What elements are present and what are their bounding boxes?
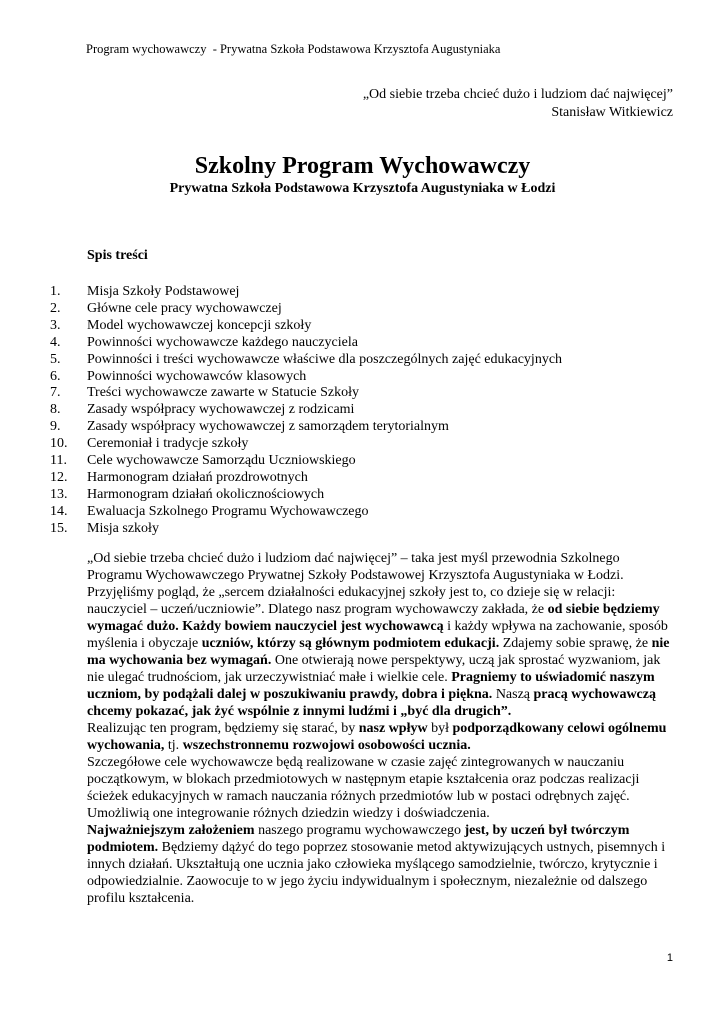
text-run: i każdy wpływa na zachowanie, sposób myślenia i obyczaje (87, 619, 668, 651)
text-run-bold: Najważniejszym założeniem (87, 823, 255, 838)
toc-item-label: Powinności i treści wychowawcze właściwe dla poszczególnych zajęć edukacyjnych (87, 351, 563, 367)
text-run-bold: od siebie będziemy wymagać dużo. Każdy bowiem nauczyciel jest wychowawcą (87, 602, 660, 634)
paragraph-realization (87, 720, 677, 754)
toc-item (50, 301, 562, 318)
toc-item-number: 3. (50, 317, 61, 333)
text-run-bold: nasz wpływ (358, 721, 428, 736)
toc-item-number: 2. (50, 300, 61, 316)
toc-item (50, 369, 562, 386)
document-subtitle: Prywatna Szkoła Podstawowa Krzysztofa Augustyniaka w Łodzi (169, 181, 556, 196)
toc-item (50, 436, 562, 453)
toc-item-label: Model wychowawczej koncepcji szkoły (87, 317, 312, 333)
toc-item-number: 1. (50, 284, 61, 299)
paragraph-intro (87, 550, 677, 720)
toc-item-number: 6. (50, 368, 61, 384)
paragraph-detailed-goals: Szczegółowe cele wychowawcze będą realizowane w czasie zajęć zintegrowanych w nauczaniu początkowym, w blokach przedmiotowych w następnym etapie kształcenia oraz podczas realizacji ścieżek edukacyjnych w ramach nauczania różnych przedmiotów lub w postaci odrębnych zajęć. Umożliwią one integrowanie różnych dziedzin wiedzy i doświadczenia. (87, 755, 640, 821)
toc-item-number: 14. (50, 503, 68, 519)
toc-item-number: 5. (50, 351, 61, 367)
toc-item-label: Powinności wychowawcze każdego nauczyciela (87, 334, 358, 350)
toc-item (50, 402, 562, 419)
toc-item-number: 7. (50, 385, 61, 401)
toc-item-label: Misja Szkoły Podstawowej (87, 284, 240, 299)
text-run: naszego programu wychowawczego (254, 823, 465, 838)
text-run-bold: Pragniemy to uświadomić naszym uczniom, by podążali dalej w poszukiwaniu prawdy, dobra i piękna. (87, 670, 655, 702)
toc-item (50, 453, 562, 470)
toc-item (50, 385, 562, 402)
motto (363, 86, 673, 122)
toc-item-number: 13. (50, 486, 68, 502)
toc-item-number: 10. (50, 436, 68, 452)
toc-item-number: 8. (50, 402, 61, 418)
toc-heading: Spis treści (87, 248, 148, 263)
toc-item-label: Misja szkoły (87, 520, 159, 536)
text-run: „Od siebie trzeba chcieć dużo i ludziom dać najwięcej” – taka jest myśl przewodnia Szkolnego Programu Wychowawczego Prywatnej Szkoły Podstawowej Krzysztofa Augustyniaka w Łodzi. Przyjęliśmy pogląd, że „sercem działalności edukacyjnej szkoły jest to, co dzieje się w relacji: nauczyciel – uczeń/uczniowie”. Dlatego nasz program wychowawczy zakłada, że (87, 551, 624, 617)
toc-item-label: Zasady współpracy wychowawczej z rodzicami (87, 402, 355, 418)
toc-item (50, 318, 562, 335)
text-run: Realizując ten program, będziemy się starać, by (87, 721, 359, 736)
motto-author: Stanisław Witkiewicz (551, 105, 673, 120)
toc-item (50, 284, 562, 301)
toc-item-label: Ewaluacja Szkolnego Programu Wychowawczego (87, 503, 369, 519)
toc-item-label: Treści wychowawcze zawarte w Statucie Szkoły (87, 385, 360, 401)
toc-item (50, 419, 562, 436)
toc-item-number: 15. (50, 520, 68, 536)
toc-item-label: Główne cele pracy wychowawczej (87, 300, 282, 316)
toc-item-label: Harmonogram działań prozdrowotnych (87, 469, 308, 485)
running-header: Program wychowawczy - Prywatna Szkoła Podstawowa Krzysztofa Augustyniaka (86, 42, 501, 56)
text-run-bold: nie ma wychowania bez wymagań. (87, 636, 670, 668)
toc-item (50, 352, 562, 369)
toc-item (50, 470, 562, 487)
toc-item (50, 521, 562, 538)
toc-item (50, 335, 562, 352)
toc-item-number: 11. (50, 453, 67, 469)
text-run: Będziemy dążyć do tego poprzez stosowanie metod aktywizujących ustnych, pisemnych i innych działań. Ukształtują one ucznia jako człowieka myślącego samodzielnie, twórczo, krytycznie i odpowiedzialnie. Zaowocuje to w jego życiu indywidualnym i społecznym, niezależnie od dalszego profilu kształcenia. (87, 840, 666, 906)
text-run-bold: jest, by uczeń był twórczym podmiotem. (87, 823, 630, 855)
toc-item (50, 487, 562, 504)
toc-item-label: Zasady współpracy wychowawczej z samorządem terytorialnym (87, 419, 449, 435)
text-run-bold: pracą wychowawczą chcemy pokazać, jak żyć wspólnie z innymi ludźmi i „być dla drugich”. (87, 687, 656, 719)
toc-item-number: 12. (50, 469, 68, 485)
toc-item-label: Powinności wychowawców klasowych (87, 368, 307, 384)
toc-item-number: 9. (50, 419, 61, 435)
document-title: Szkolny Program Wychowawczy (194, 153, 531, 179)
table-of-contents (50, 284, 562, 538)
text-run: był (427, 721, 453, 736)
page-number: 1 (666, 952, 673, 964)
paragraph-main-assumption (87, 822, 677, 907)
toc-item-label: Cele wychowawcze Samorządu Uczniowskiego (87, 453, 356, 469)
toc-item-label: Ceremoniał i tradycje szkoły (87, 436, 249, 452)
text-run: tj. (164, 738, 183, 753)
toc-item-number: 4. (50, 334, 61, 350)
text-run-bold: uczniów, którzy są głównym podmiotem edukacji. (201, 636, 500, 651)
text-run: Zdajemy sobie sprawę, że (499, 636, 652, 651)
body-text (87, 550, 677, 907)
toc-item (50, 504, 562, 521)
motto-quote: „Od siebie trzeba chcieć dużo i ludziom dać najwięcej” (362, 87, 673, 102)
text-run-bold: podporządkowany celowi ogólnemu wychowania, (87, 721, 667, 753)
text-run: One otwierają nowe perspektywy, uczą jak sprostać wyzwaniom, jak nie ulegać trudnościom, jak urzeczywistniać małe i wielkie cele. (87, 653, 661, 685)
toc-item-label: Harmonogram działań okolicznościowych (87, 486, 325, 502)
text-run: Naszą (492, 687, 534, 702)
text-run-bold: wszechstronnemu rozwojowi osobowości ucznia. (182, 738, 471, 753)
